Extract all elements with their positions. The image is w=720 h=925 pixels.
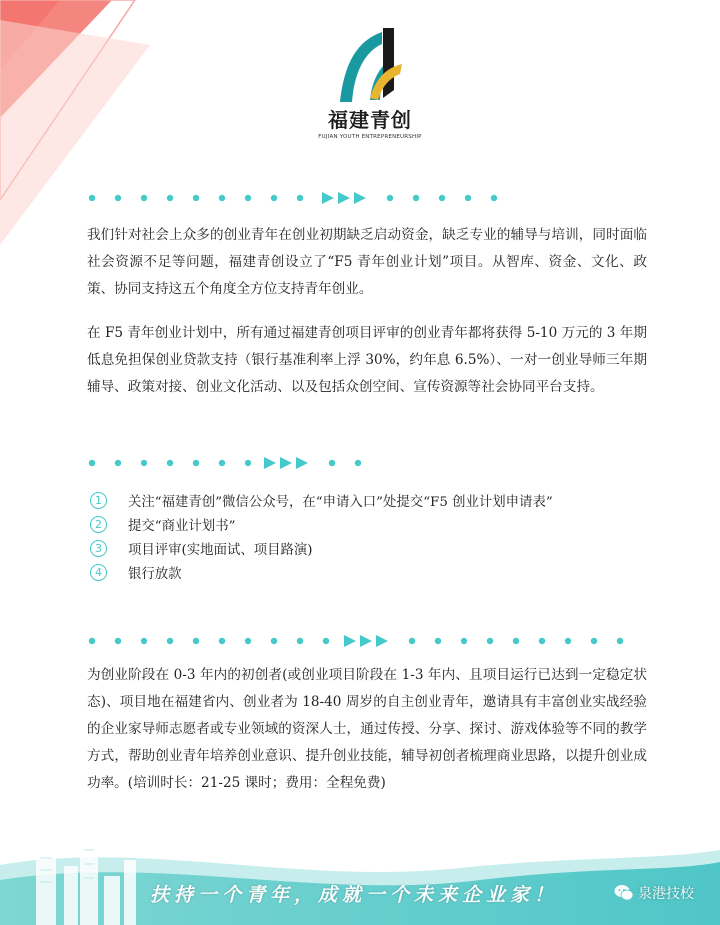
skyline-wave-icon	[0, 810, 720, 925]
step-item	[90, 488, 650, 512]
step-number: 4	[90, 564, 107, 581]
step-text: 关注“福建青创”微信公众号，在“申请入口”处提交“F5 创业计划申请表”	[128, 494, 553, 510]
dot-divider-2	[86, 455, 406, 471]
dot-divider-1	[86, 190, 506, 206]
intro-paragraph-2: 在 F5 青年创业计划中，所有通过福建青创项目评审的创业青年都将获得 5-10 万元的 3 年期低息免担保创业贷款支持（银行基准利率上浮 30%，约年息 6.5%）、一对一创业导师三年期辅导、政策对接、创业文化活动、以及包括众创空间、宣传资源等社会协同平台支持。	[87, 325, 647, 395]
step-item	[90, 512, 650, 536]
bottom-banner	[0, 810, 720, 925]
wechat-icon	[614, 884, 634, 902]
step-item	[90, 536, 650, 560]
logo	[300, 28, 440, 140]
step-text: 提交“商业计划书”	[128, 518, 236, 534]
wechat-watermark	[614, 883, 694, 903]
footer-slogan: 扶持一个青年，成就一个未来企业家！	[150, 884, 559, 906]
dot-divider-3	[86, 633, 646, 649]
logo-mark-icon	[330, 28, 410, 106]
training-paragraph: 为创业阶段在 0-3 年内的初创者(或创业项目阶段在 1-3 年内、且项目运行已达到一定稳定状态)、项目地在福建省内、创业者为 18-40 周岁的自主创业青年，邀请具有丰富创业实战经验的企业家导师志愿者或专业领域的资深人士，通过传授、分享、探讨、游戏体验等不同的教学方式，帮助创业青年培养创业意识、提升创业技能，辅导初创者梳理商业思路，以提升创业成功率。(培训时长：21-25 课时；费用：全程免费)	[87, 667, 647, 791]
step-text: 项目评审(实地面试、项目路演)	[128, 542, 313, 558]
corner-decoration	[0, 0, 200, 260]
application-steps	[90, 488, 650, 584]
intro-paragraph-1: 我们针对社会上众多的创业青年在创业初期缺乏启动资金，缺乏专业的辅导与培训，同时面临社会资源不足等问题，福建青创设立了“F5 青年创业计划”项目。从智库、资金、文化、政策、协同支持这五个角度全方位支持青年创业。	[87, 227, 647, 297]
logo-english-name: FUJIAN YOUTH ENTREPRENEURSHIP	[318, 134, 422, 140]
step-number: 1	[90, 492, 107, 509]
step-number: 2	[90, 516, 107, 533]
logo-chinese-name: 福建青创	[328, 108, 412, 132]
step-text: 银行放款	[128, 566, 182, 582]
step-number: 3	[90, 540, 107, 557]
wechat-account-name: 泉港技校	[638, 886, 694, 902]
step-item	[90, 560, 650, 584]
